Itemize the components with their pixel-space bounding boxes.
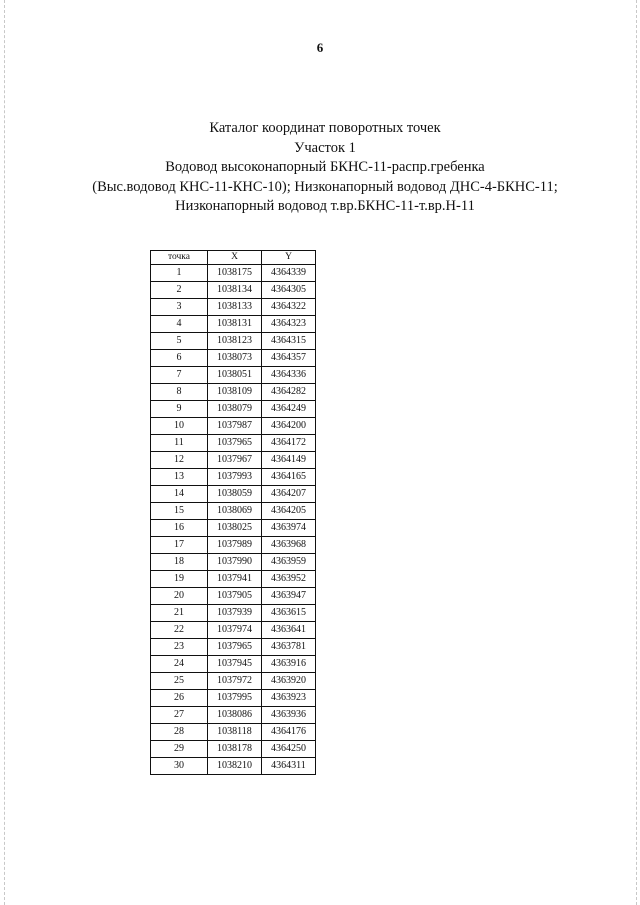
cell-point: 14 <box>151 486 208 503</box>
cell-point: 3 <box>151 299 208 316</box>
cell-x: 1038175 <box>208 265 262 282</box>
cell-y: 4364357 <box>262 350 316 367</box>
cell-x: 1037993 <box>208 469 262 486</box>
cell-y: 4364200 <box>262 418 316 435</box>
table-row <box>151 282 316 299</box>
cell-x: 1038051 <box>208 367 262 384</box>
cell-x: 1038059 <box>208 486 262 503</box>
cell-x: 1038073 <box>208 350 262 367</box>
table-row <box>151 503 316 520</box>
cell-y: 4363916 <box>262 656 316 673</box>
cell-y: 4364165 <box>262 469 316 486</box>
cell-x: 1038086 <box>208 707 262 724</box>
table-row <box>151 741 316 758</box>
table-row <box>151 520 316 537</box>
coordinates-table <box>150 250 316 775</box>
title-line-pipeline-detail: (Выс.водовод КНС-11-КНС-10); Низконапорный водовод ДНС-4-БКНС-11; <box>92 178 558 195</box>
cell-point: 18 <box>151 554 208 571</box>
table-row <box>151 299 316 316</box>
title-line-section: Участок 1 <box>294 139 356 156</box>
table-row <box>151 690 316 707</box>
cell-y: 4363936 <box>262 707 316 724</box>
cell-y: 4364149 <box>262 452 316 469</box>
table-row <box>151 367 316 384</box>
table-row <box>151 452 316 469</box>
cell-y: 4363781 <box>262 639 316 656</box>
cell-point: 24 <box>151 656 208 673</box>
cell-x: 1038178 <box>208 741 262 758</box>
cell-y: 4364315 <box>262 333 316 350</box>
cell-x: 1037967 <box>208 452 262 469</box>
cell-x: 1038133 <box>208 299 262 316</box>
cell-y: 4363615 <box>262 605 316 622</box>
cell-point: 6 <box>151 350 208 367</box>
cell-point: 23 <box>151 639 208 656</box>
cell-point: 5 <box>151 333 208 350</box>
cell-point: 4 <box>151 316 208 333</box>
cell-y: 4364322 <box>262 299 316 316</box>
cell-x: 1038134 <box>208 282 262 299</box>
cell-y: 4364311 <box>262 758 316 775</box>
cell-point: 22 <box>151 622 208 639</box>
table-row <box>151 707 316 724</box>
cell-x: 1037965 <box>208 435 262 452</box>
cell-point: 13 <box>151 469 208 486</box>
cell-x: 1038210 <box>208 758 262 775</box>
cell-point: 10 <box>151 418 208 435</box>
cell-point: 9 <box>151 401 208 418</box>
cell-point: 26 <box>151 690 208 707</box>
cell-point: 1 <box>151 265 208 282</box>
table-row <box>151 469 316 486</box>
cell-y: 4363952 <box>262 571 316 588</box>
page-number: 6 <box>316 40 324 55</box>
cell-x: 1037989 <box>208 537 262 554</box>
table-row <box>151 758 316 775</box>
page-edge-right <box>636 0 637 905</box>
title-line-pipeline-low: Низконапорный водовод т.вр.БКНС-11-т.вр.Н-11 <box>175 198 475 214</box>
cell-point: 2 <box>151 282 208 299</box>
cell-y: 4363968 <box>262 537 316 554</box>
cell-point: 16 <box>151 520 208 537</box>
table-row <box>151 350 316 367</box>
table-row <box>151 639 316 656</box>
table-row <box>151 333 316 350</box>
cell-y: 4364176 <box>262 724 316 741</box>
table-row <box>151 588 316 605</box>
cell-x: 1037990 <box>208 554 262 571</box>
cell-x: 1038079 <box>208 401 262 418</box>
cell-x: 1038025 <box>208 520 262 537</box>
cell-x: 1037995 <box>208 690 262 707</box>
table-row <box>151 605 316 622</box>
table-row <box>151 265 316 282</box>
table-row <box>151 724 316 741</box>
table-row <box>151 418 316 435</box>
cell-point: 25 <box>151 673 208 690</box>
title-line-pipeline-main: Водовод высоконапорный БКНС-11-распр.гребенка <box>165 159 485 175</box>
cell-y: 4363923 <box>262 690 316 707</box>
header-point: точка <box>151 251 208 265</box>
cell-y: 4364250 <box>262 741 316 758</box>
cell-point: 7 <box>151 367 208 384</box>
header-x: X <box>208 251 262 265</box>
cell-y: 4364205 <box>262 503 316 520</box>
cell-point: 30 <box>151 758 208 775</box>
table-body <box>151 265 316 775</box>
cell-y: 4363920 <box>262 673 316 690</box>
cell-x: 1037905 <box>208 588 262 605</box>
cell-x: 1037965 <box>208 639 262 656</box>
cell-y: 4364336 <box>262 367 316 384</box>
cell-x: 1037939 <box>208 605 262 622</box>
table-row <box>151 537 316 554</box>
table-row <box>151 622 316 639</box>
cell-x: 1038109 <box>208 384 262 401</box>
cell-y: 4363974 <box>262 520 316 537</box>
page-edge-left <box>4 0 5 905</box>
cell-y: 4364305 <box>262 282 316 299</box>
cell-y: 4364172 <box>262 435 316 452</box>
cell-x: 1037972 <box>208 673 262 690</box>
cell-x: 1037987 <box>208 418 262 435</box>
cell-point: 15 <box>151 503 208 520</box>
table-row <box>151 435 316 452</box>
table-row <box>151 656 316 673</box>
cell-y: 4364249 <box>262 401 316 418</box>
cell-point: 29 <box>151 741 208 758</box>
cell-y: 4363959 <box>262 554 316 571</box>
cell-x: 1037974 <box>208 622 262 639</box>
cell-point: 17 <box>151 537 208 554</box>
cell-point: 21 <box>151 605 208 622</box>
cell-y: 4363641 <box>262 622 316 639</box>
cell-x: 1037945 <box>208 656 262 673</box>
cell-x: 1038069 <box>208 503 262 520</box>
cell-point: 11 <box>151 435 208 452</box>
cell-x: 1038118 <box>208 724 262 741</box>
table-row <box>151 554 316 571</box>
cell-x: 1038131 <box>208 316 262 333</box>
cell-y: 4364323 <box>262 316 316 333</box>
cell-point: 28 <box>151 724 208 741</box>
table-row <box>151 384 316 401</box>
cell-y: 4363947 <box>262 588 316 605</box>
table-row <box>151 401 316 418</box>
table-header-row <box>151 251 316 265</box>
header-y: Y <box>262 251 316 265</box>
cell-y: 4364339 <box>262 265 316 282</box>
cell-x: 1038123 <box>208 333 262 350</box>
table-row <box>151 486 316 503</box>
table-row <box>151 673 316 690</box>
cell-x: 1037941 <box>208 571 262 588</box>
title-line-catalog: Каталог координат поворотных точек <box>209 120 441 136</box>
cell-point: 27 <box>151 707 208 724</box>
cell-point: 19 <box>151 571 208 588</box>
cell-y: 4364282 <box>262 384 316 401</box>
cell-point: 8 <box>151 384 208 401</box>
document-title <box>60 119 590 217</box>
table-row <box>151 316 316 333</box>
cell-point: 12 <box>151 452 208 469</box>
cell-y: 4364207 <box>262 486 316 503</box>
table-row <box>151 571 316 588</box>
cell-point: 20 <box>151 588 208 605</box>
